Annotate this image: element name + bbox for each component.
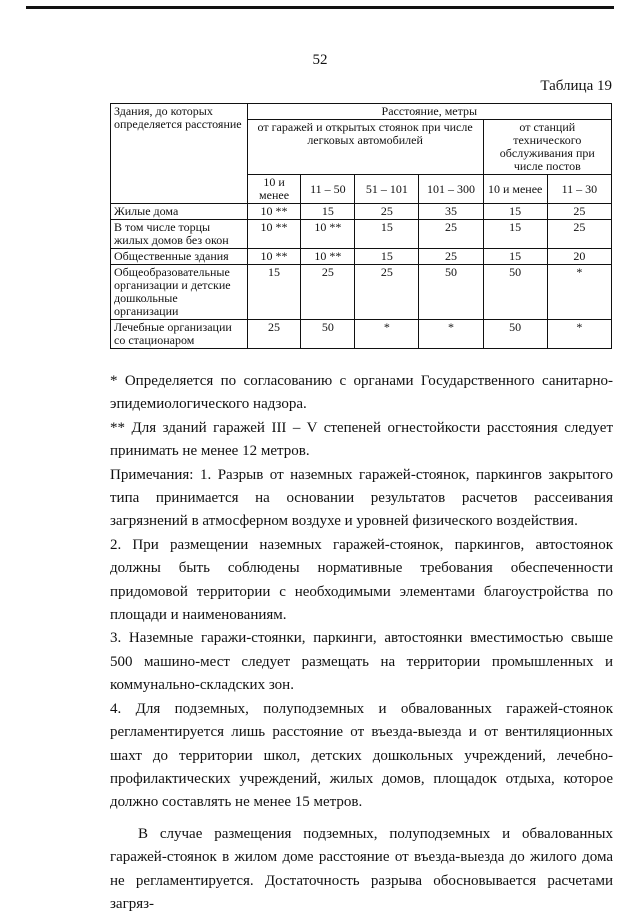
table-cell: 10 ** <box>247 220 301 249</box>
footnote-single-star: * Определяется по согласованию с органами Государственного санитарно-эпидемиологического надзора. <box>110 373 613 413</box>
subcol-header: 10 и менее <box>483 175 547 204</box>
table-cell: 50 <box>483 265 547 320</box>
table-cell: 15 <box>483 204 547 220</box>
table-cell: 15 <box>483 249 547 265</box>
note-3: 3. Наземные гаражи-стоянки, паркинги, автостоянки вместимостью свыше 500 машино-мест следует размещать на территории промышленных и коммунально-складских зон. <box>110 630 613 694</box>
table-cell: 20 <box>547 249 611 265</box>
row-label: Общеобразовательные организации и детские дошкольные организации <box>111 265 248 320</box>
row-label: В том числе торцы жилых домов без окон <box>111 220 248 249</box>
table-cell: 25 <box>419 249 483 265</box>
table-cell: 25 <box>355 265 419 320</box>
table-cell: 10 ** <box>247 204 301 220</box>
table-cell: 50 <box>301 320 355 349</box>
table-cell: 10 ** <box>301 220 355 249</box>
table-cell: * <box>419 320 483 349</box>
table-cell: 15 <box>355 249 419 265</box>
subcol-header: 10 и менее <box>247 175 301 204</box>
table-cell: 25 <box>547 204 611 220</box>
table-cell: 15 <box>301 204 355 220</box>
table-cell: 35 <box>419 204 483 220</box>
table-cell: 25 <box>247 320 301 349</box>
subcol-header: 51 – 101 <box>355 175 419 204</box>
table-row <box>111 320 612 349</box>
table-row <box>111 265 612 320</box>
table-cell: 25 <box>355 204 419 220</box>
page-number: 52 <box>312 52 328 68</box>
table-cell: 25 <box>301 265 355 320</box>
table-cell: * <box>355 320 419 349</box>
table-cell: 15 <box>483 220 547 249</box>
table-label: Таблица 19 <box>540 78 612 94</box>
table-cell: 15 <box>247 265 301 320</box>
notes-section <box>110 370 613 916</box>
table-row <box>111 204 612 220</box>
table-cell: 15 <box>355 220 419 249</box>
table-row <box>111 249 612 265</box>
note-1: Примечания: 1. Разрыв от наземных гаражей-стоянок, паркингов закрытого типа принимается на основании результатов расчетов рассеивания загрязнений в атмосферном воздухе и уровней физического воздействия. <box>110 466 613 530</box>
table-cell: * <box>547 265 611 320</box>
body-paragraph: В случае размещения подземных, полуподземных и обвалованных гаражей-стоянок в жилом доме расстояние от въезда-выезда до жилого дома не регламентируется. Достаточность разрыва обосновывается расчетами загряз- <box>110 825 613 912</box>
table-row <box>111 220 612 249</box>
note-4: 4. Для подземных, полуподземных и обвалованных гаражей-стоянок регламентируется лишь расстояние от въезда-выезда и от вентиляционных шахт до территории школ, детских дошкольных учреждений, лечебно-профилактических учреждений, жилых домов, площадок отдыха, которое должно составлять не менее 15 метров. <box>110 700 613 811</box>
subcol-header: 11 – 50 <box>301 175 355 204</box>
stations-header: от станций технического обслуживания при числе постов <box>483 120 611 175</box>
table-header-row <box>111 104 612 120</box>
distance-table <box>110 103 612 349</box>
footnote-double-star: ** Для зданий гаражей III – V степеней огнестойкости расстояния следует принимать не менее 12 метров. <box>110 419 613 460</box>
row-label: Общественные здания <box>111 249 248 265</box>
buildings-header: Здания, до которых определяется расстояние <box>111 104 248 204</box>
top-rule <box>26 6 614 9</box>
distance-header: Расстояние, метры <box>247 104 611 120</box>
table-cell: 50 <box>483 320 547 349</box>
table-cell: 10 ** <box>301 249 355 265</box>
table-cell: 25 <box>419 220 483 249</box>
table-cell: 25 <box>547 220 611 249</box>
subcol-header: 11 – 30 <box>547 175 611 204</box>
subcol-header: 101 – 300 <box>419 175 483 204</box>
garages-header: от гаражей и открытых стоянок при числе легковых автомобилей <box>247 120 483 175</box>
note-2: 2. При размещении наземных гаражей-стоянок, паркингов, автостоянок должны быть соблюдены нормативные требования обеспеченности придомовой территории с необходимыми элементами благоустройства по площади и наименованиям. <box>110 536 613 624</box>
table-cell: 50 <box>419 265 483 320</box>
table-cell: * <box>547 320 611 349</box>
table-cell: 10 ** <box>247 249 301 265</box>
row-label: Лечебные организации со стационаром <box>111 320 248 349</box>
row-label: Жилые дома <box>111 204 248 220</box>
